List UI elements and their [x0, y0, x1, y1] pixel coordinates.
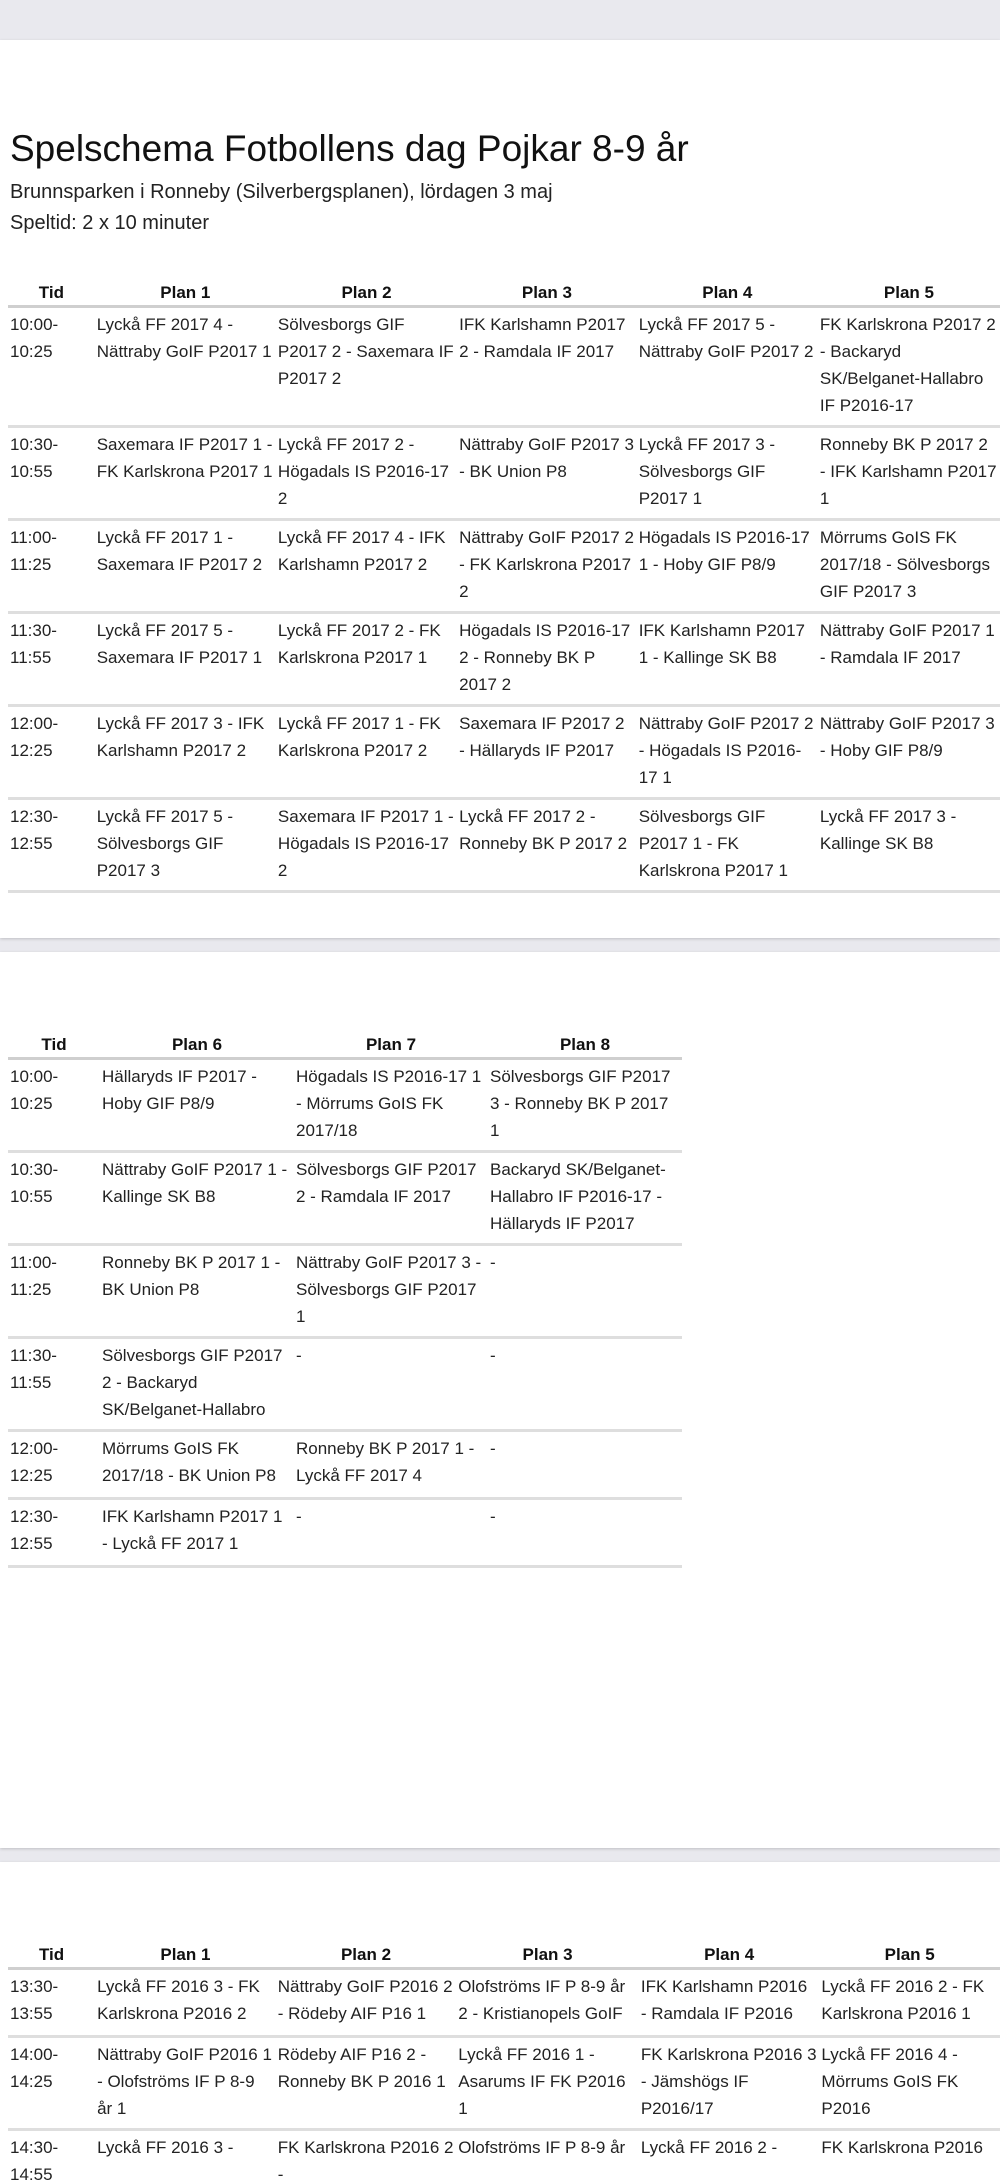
match-cell: Hällaryds IF P2017 - Hoby GIF P8/9 — [100, 1059, 294, 1152]
match-cell: FK Karlskrona P2016 3 - Jämshögs IF P2016/17 — [639, 2037, 820, 2130]
table-row — [8, 427, 1000, 520]
match-cell: Lyckå FF 2016 2 - FK Karlskrona P2016 1 — [819, 1969, 1000, 2037]
match-cell: Lyckå FF 2016 1 - Asarums IF FK P2016 1 — [456, 2037, 639, 2130]
match-cell: Nättraby GoIF P2016 2 - Rödeby AIF P16 1 — [276, 1969, 457, 2037]
table-row — [8, 2130, 1000, 2182]
column-header-plan-1: Plan 1 — [95, 280, 276, 307]
table-row — [8, 1431, 682, 1499]
match-cell: Olofströms IF P 8-9 år 2 - Kristianopels GoIF — [456, 1969, 639, 2037]
match-cell: Mörrums GoIS FK 2017/18 - Sölvesborgs GIF P2017 3 — [818, 520, 1000, 613]
match-cell: Lyckå FF 2016 4 - Mörrums GoIS FK P2016 — [819, 2037, 1000, 2130]
match-cell: Nättraby GoIF P2017 1 - Kallinge SK B8 — [100, 1152, 294, 1245]
venue-subtitle: Brunnsparken i Ronneby (Silverbergsplanen), lördagen 3 maj — [10, 181, 553, 204]
table-row — [8, 706, 1000, 799]
match-cell: Lyckå FF 2017 5 - Sölvesborgs GIF P2017 3 — [95, 799, 276, 892]
match-cell: Lyckå FF 2016 3 - FK Karlskrona P2016 2 — [95, 1969, 276, 2037]
match-cell: - — [488, 1431, 682, 1499]
table-row — [8, 307, 1000, 427]
table-header-row — [8, 1032, 682, 1059]
match-cell: Lyckå FF 2017 2 - FK Karlskrona P2017 1 — [276, 613, 457, 706]
time-cell: 11:30-11:55 — [8, 613, 95, 706]
time-cell: 11:00-11:25 — [8, 520, 95, 613]
match-cell: Lyckå FF 2016 3 - — [95, 2130, 276, 2182]
column-header-plan-2: Plan 2 — [276, 280, 457, 307]
match-cell: Saxemara IF P2017 2 - Hällaryds IF P2017 — [457, 706, 637, 799]
match-cell: Nättraby GoIF P2017 1 - Ramdala IF 2017 — [818, 613, 1000, 706]
time-cell: 10:00-10:25 — [8, 307, 95, 427]
column-header-plan-1: Plan 1 — [95, 1942, 276, 1969]
time-cell: 11:00-11:25 — [8, 1245, 100, 1338]
match-cell: FK Karlskrona P2016 2 - — [276, 2130, 457, 2182]
match-cell: Lyckå FF 2017 3 - Kallinge SK B8 — [818, 799, 1000, 892]
match-cell: IFK Karlshamn P2016 - Ramdala IF P2016 — [639, 1969, 820, 2037]
match-cell: Högadals IS P2016-17 2 - Ronneby BK P 2017 2 — [457, 613, 637, 706]
column-header-plan-8: Plan 8 — [488, 1032, 682, 1059]
time-cell: 12:00-12:25 — [8, 706, 95, 799]
time-cell: 14:30-14:55 — [8, 2130, 95, 2182]
time-cell: 10:30-10:55 — [8, 427, 95, 520]
match-cell: - — [294, 1338, 488, 1431]
column-header-plan-6: Plan 6 — [100, 1032, 294, 1059]
match-cell: Nättraby GoIF P2017 2 - Högadals IS P2016-17 1 — [637, 706, 818, 799]
match-cell: Lyckå FF 2017 3 - IFK Karlshamn P2017 2 — [95, 706, 276, 799]
time-cell: 12:00-12:25 — [8, 1431, 100, 1499]
table-row — [8, 2037, 1000, 2130]
match-cell: Saxemara IF P2017 1 - Högadals IS P2016-17 2 — [276, 799, 457, 892]
page-title: Spelschema Fotbollens dag Pojkar 8-9 år — [10, 128, 689, 170]
match-cell: Mörrums GoIS FK 2017/18 - BK Union P8 — [100, 1431, 294, 1499]
schedule-table-2 — [8, 1032, 682, 1568]
match-cell: Lyckå FF 2017 5 - Nättraby GoIF P2017 2 — [637, 307, 818, 427]
schedule-table-3 — [8, 1942, 1000, 2182]
match-cell: Sölvesborgs GIF P2017 1 - FK Karlskrona P2017 1 — [637, 799, 818, 892]
table-header-row — [8, 1942, 1000, 1969]
match-cell: IFK Karlshamn P2017 1 - Kallinge SK B8 — [637, 613, 818, 706]
match-cell: - — [488, 1499, 682, 1567]
match-cell: Ronneby BK P 2017 1 - BK Union P8 — [100, 1245, 294, 1338]
match-cell: Sölvesborgs GIF P2017 2 - Backaryd SK/Belganet-Hallabro — [100, 1338, 294, 1431]
match-cell: Högadals IS P2016-17 1 - Hoby GIF P8/9 — [637, 520, 818, 613]
match-cell: Saxemara IF P2017 1 - FK Karlskrona P2017 1 — [95, 427, 276, 520]
column-header-plan-3: Plan 3 — [456, 1942, 639, 1969]
time-cell: 10:30-10:55 — [8, 1152, 100, 1245]
match-cell: FK Karlskrona P2016 — [819, 2130, 1000, 2182]
match-cell: - — [294, 1499, 488, 1567]
column-header-plan-5: Plan 5 — [818, 280, 1000, 307]
match-cell: Nättraby GoIF P2017 2 - FK Karlskrona P2017 2 — [457, 520, 637, 613]
time-cell: 12:30-12:55 — [8, 799, 95, 892]
match-cell: Sölvesborgs GIF P2017 2 - Ramdala IF 2017 — [294, 1152, 488, 1245]
match-cell: Lyckå FF 2017 2 - Högadals IS P2016-17 2 — [276, 427, 457, 520]
time-cell: 11:30-11:55 — [8, 1338, 100, 1431]
table-row — [8, 1969, 1000, 2037]
match-cell: IFK Karlshamn P2017 2 - Ramdala IF 2017 — [457, 307, 637, 427]
match-cell: Nättraby GoIF P2016 1 - Olofströms IF P 8-9 år 1 — [95, 2037, 276, 2130]
time-cell: 10:00-10:25 — [8, 1059, 100, 1152]
column-header-plan-5: Plan 5 — [819, 1942, 1000, 1969]
match-cell: FK Karlskrona P2017 2 - Backaryd SK/Belganet-Hallabro IF P2016-17 — [818, 307, 1000, 427]
playtime-subtitle: Speltid: 2 x 10 minuter — [10, 212, 209, 235]
match-cell: Lyckå FF 2016 2 - — [639, 2130, 820, 2182]
match-cell: Lyckå FF 2017 4 - IFK Karlshamn P2017 2 — [276, 520, 457, 613]
column-header-plan-2: Plan 2 — [276, 1942, 457, 1969]
match-cell: Sölvesborgs GIF P2017 2 - Saxemara IF P2017 2 — [276, 307, 457, 427]
match-cell: Nättraby GoIF P2017 3 - Hoby GIF P8/9 — [818, 706, 1000, 799]
column-header-plan-3: Plan 3 — [457, 280, 637, 307]
match-cell: Lyckå FF 2017 1 - Saxemara IF P2017 2 — [95, 520, 276, 613]
column-header-tid: Tid — [8, 280, 95, 307]
table-row — [8, 1152, 682, 1245]
column-header-plan-4: Plan 4 — [637, 280, 818, 307]
match-cell: - — [488, 1245, 682, 1338]
match-cell: IFK Karlshamn P2017 1 - Lyckå FF 2017 1 — [100, 1499, 294, 1567]
match-cell: Lyckå FF 2017 1 - FK Karlskrona P2017 2 — [276, 706, 457, 799]
match-cell: Rödeby AIF P16 2 - Ronneby BK P 2016 1 — [276, 2037, 457, 2130]
document-page-3 — [0, 1862, 1000, 2182]
match-cell: Högadals IS P2016-17 1 - Mörrums GoIS FK 2017/18 — [294, 1059, 488, 1152]
match-cell: Lyckå FF 2017 2 - Ronneby BK P 2017 2 — [457, 799, 637, 892]
match-cell: Lyckå FF 2017 3 - Sölvesborgs GIF P2017 1 — [637, 427, 818, 520]
column-header-plan-4: Plan 4 — [639, 1942, 820, 1969]
column-header-tid: Tid — [8, 1032, 100, 1059]
match-cell: Lyckå FF 2017 5 - Saxemara IF P2017 1 — [95, 613, 276, 706]
match-cell: - — [488, 1338, 682, 1431]
table-row — [8, 1059, 682, 1152]
match-cell: Sölvesborgs GIF P2017 3 - Ronneby BK P 2017 1 — [488, 1059, 682, 1152]
match-cell: Nättraby GoIF P2017 3 - BK Union P8 — [457, 427, 637, 520]
table-row — [8, 1499, 682, 1567]
table-row — [8, 799, 1000, 892]
match-cell: Lyckå FF 2017 4 - Nättraby GoIF P2017 1 — [95, 307, 276, 427]
time-cell: 14:00-14:25 — [8, 2037, 95, 2130]
table-row — [8, 520, 1000, 613]
column-header-tid: Tid — [8, 1942, 95, 1969]
match-cell: Olofströms IF P 8-9 år — [456, 2130, 639, 2182]
document-page-2 — [0, 952, 1000, 1848]
table-header-row — [8, 280, 1000, 307]
column-header-plan-7: Plan 7 — [294, 1032, 488, 1059]
time-cell: 12:30-12:55 — [8, 1499, 100, 1567]
match-cell: Backaryd SK/Belganet-Hallabro IF P2016-17 - Hällaryds IF P2017 — [488, 1152, 682, 1245]
time-cell: 13:30-13:55 — [8, 1969, 95, 2037]
match-cell: Ronneby BK P 2017 1 - Lyckå FF 2017 4 — [294, 1431, 488, 1499]
match-cell: Nättraby GoIF P2017 3 - Sölvesborgs GIF P2017 1 — [294, 1245, 488, 1338]
match-cell: Ronneby BK P 2017 2 - IFK Karlshamn P2017 1 — [818, 427, 1000, 520]
table-row — [8, 1245, 682, 1338]
document-page-1 — [0, 40, 1000, 938]
schedule-table-1 — [8, 280, 1000, 893]
table-row — [8, 613, 1000, 706]
table-row — [8, 1338, 682, 1431]
